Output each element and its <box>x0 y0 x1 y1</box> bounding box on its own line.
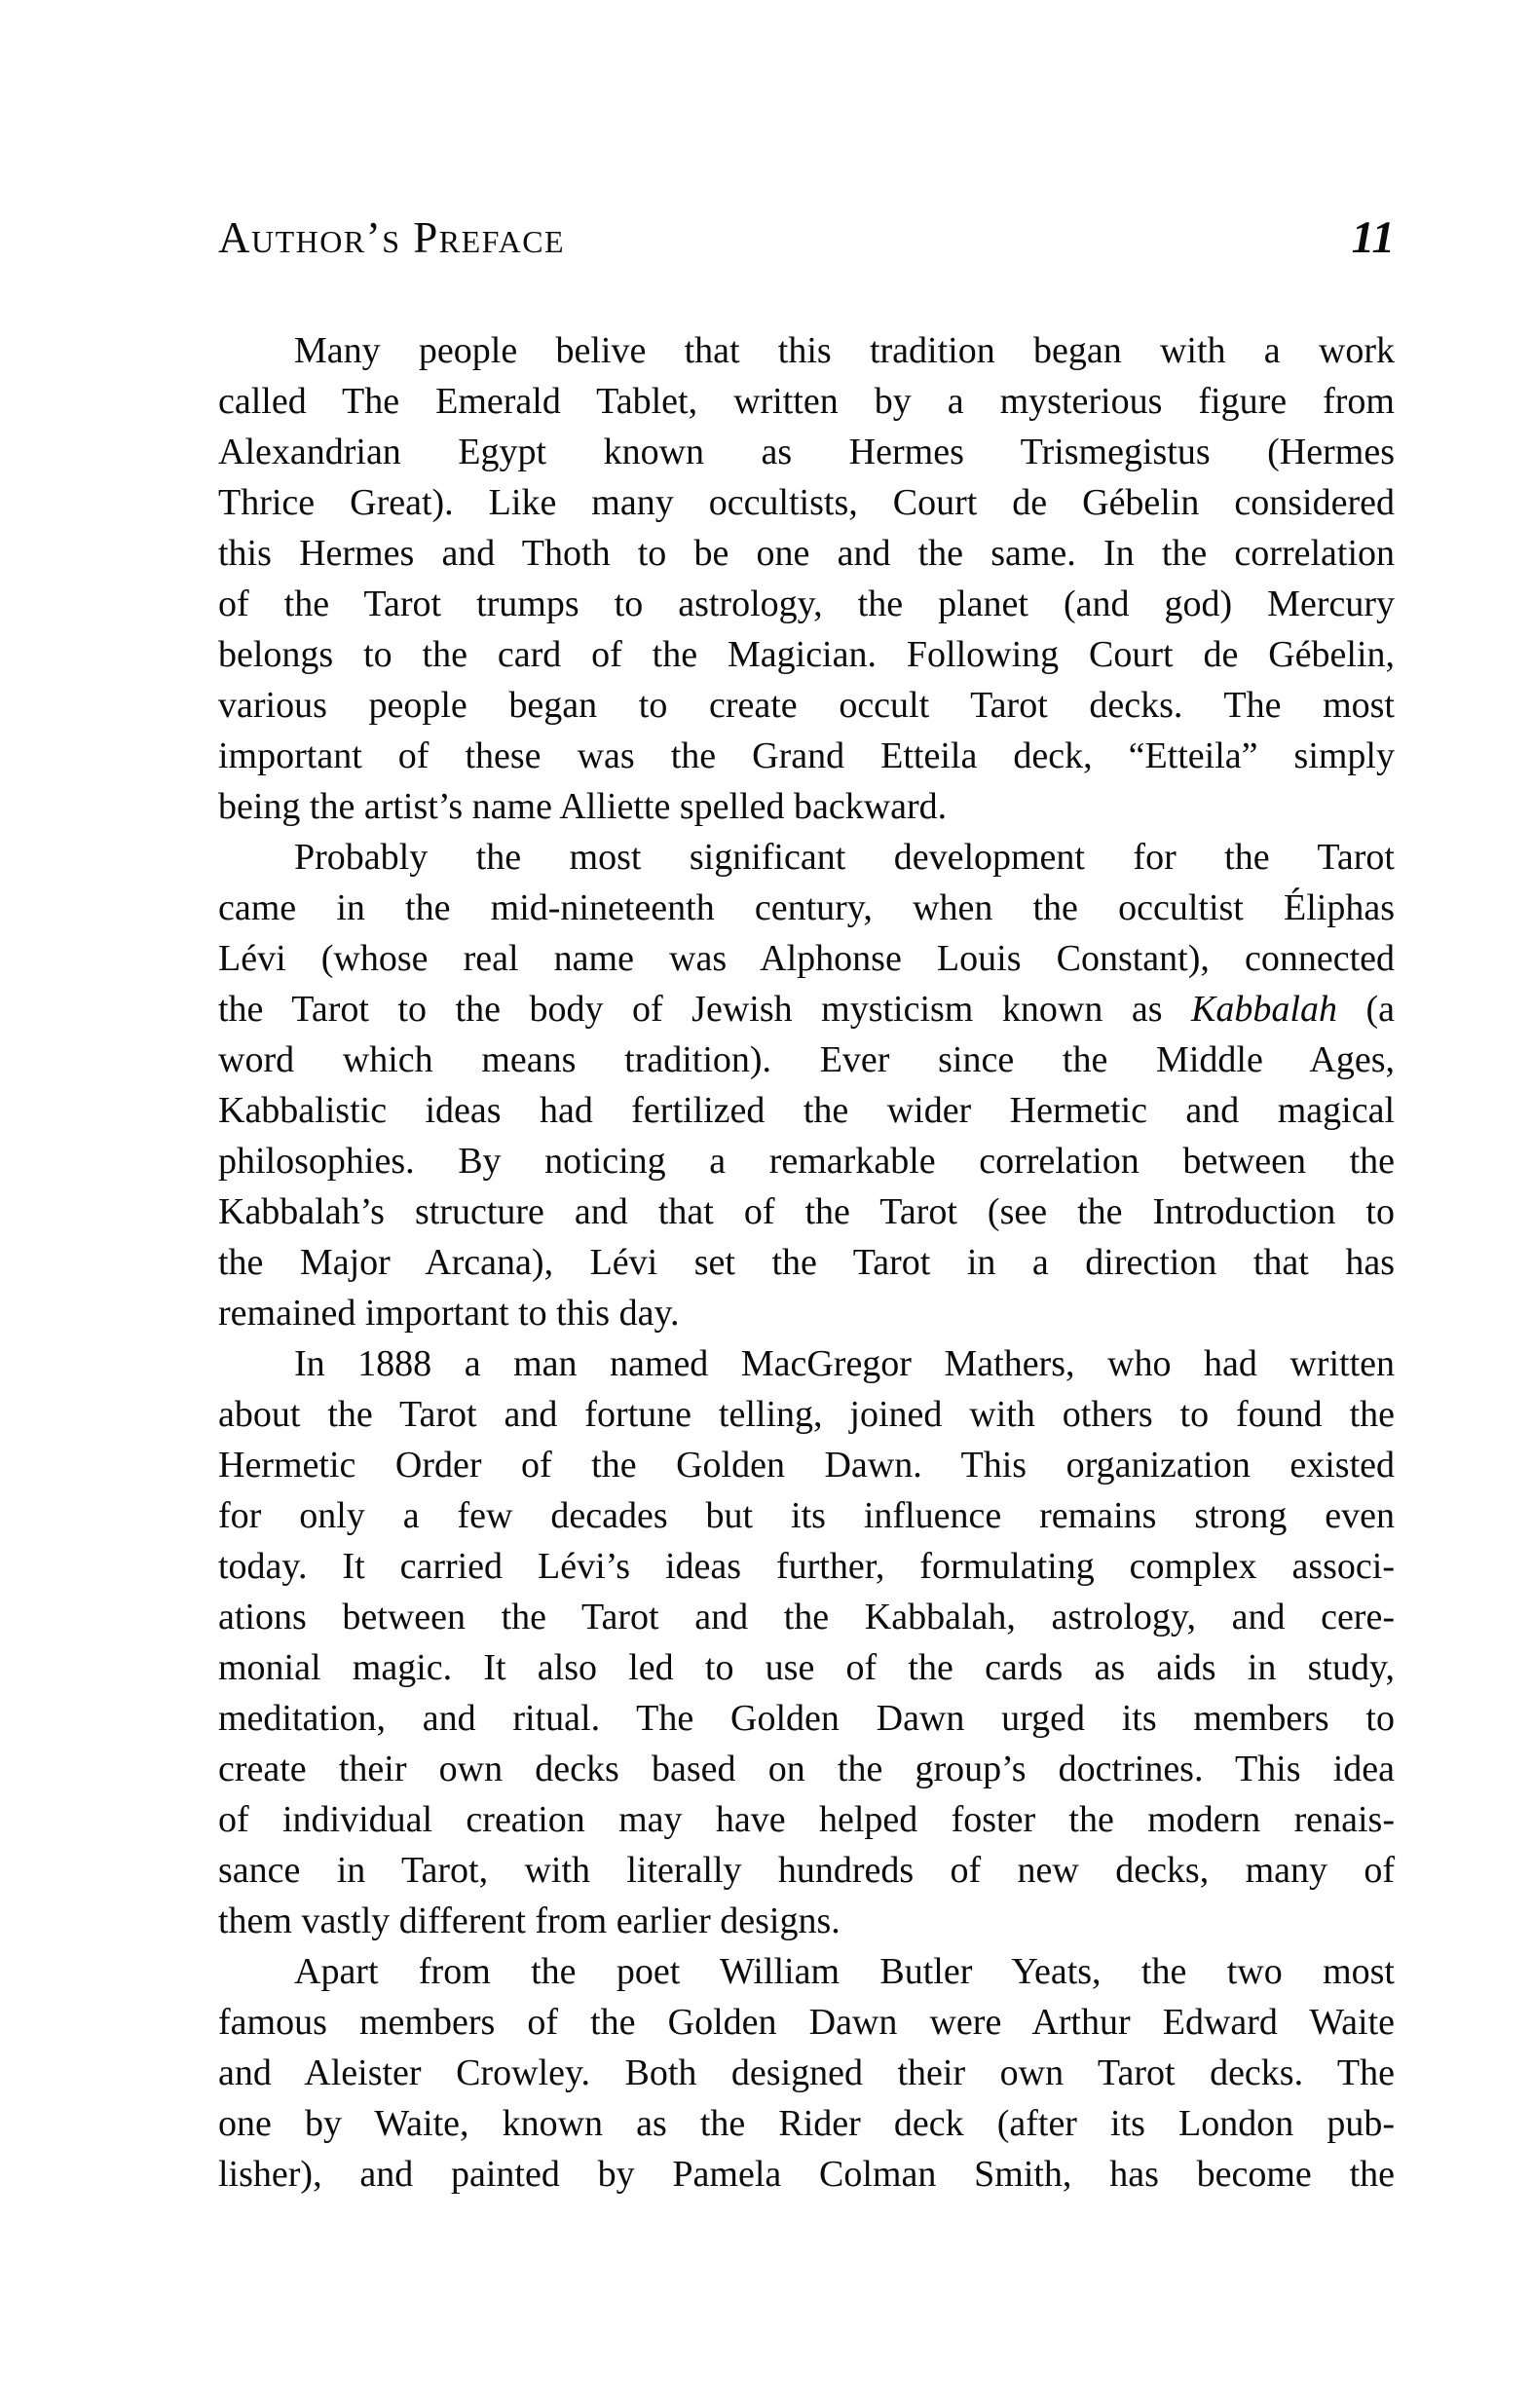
text-line: one by Waite, known as the Rider deck (after its London pub- <box>218 2103 1395 2144</box>
text-line: monial magic. It also led to use of the cards as aids in study, <box>218 1647 1395 1688</box>
text-line: important of these was the Grand Etteila deck, “Etteila” simply <box>218 735 1395 776</box>
text-line: about the Tarot and fortune telling, joined with others to found the <box>218 1394 1395 1435</box>
text-line: for only a few decades but its influence remains strong even <box>218 1495 1395 1536</box>
text-line: came in the mid-nineteenth century, when the occultist Éliphas <box>218 887 1395 928</box>
paragraph <box>218 1946 1395 2200</box>
text-line: Probably the most significant development for the Tarot <box>294 837 1395 878</box>
text-line: lisher), and painted by Pamela Colman Smith, has become the <box>218 2154 1395 2195</box>
text-line: Apart from the poet William Butler Yeats, the two most <box>294 1951 1395 1992</box>
text-line: Alexandrian Egypt known as Hermes Trismegistus (Hermes <box>218 432 1395 472</box>
text-line: Hermetic Order of the Golden Dawn. This organization existed <box>218 1445 1395 1486</box>
text-line: today. It carried Lévi’s ideas further, formulating complex associ- <box>218 1546 1395 1587</box>
text-line: Many people belive that this tradition began with a work <box>294 330 1395 371</box>
text-line: various people began to create occult Tarot decks. The most <box>218 685 1395 726</box>
paragraph <box>218 325 1395 832</box>
italic-term: Kabbalah <box>1191 989 1337 1030</box>
text-line: of individual creation may have helped foster the modern renais- <box>218 1799 1395 1840</box>
text-line <box>218 984 1395 1035</box>
text-segment: (a <box>1336 989 1395 1030</box>
text-line: of the Tarot trumps to astrology, the planet (and god) Mercury <box>218 583 1395 624</box>
text-line: this Hermes and Thoth to be one and the same. In the correlation <box>218 533 1395 574</box>
text-line: remained important to this day. <box>218 1293 680 1334</box>
text-line: Thrice Great). Like many occultists, Court de Gébelin considered <box>218 482 1395 523</box>
text-line: and Aleister Crowley. Both designed their own Tarot decks. The <box>218 2052 1395 2093</box>
paragraph <box>218 832 1395 1338</box>
text-line: ations between the Tarot and the Kabbalah, astrology, and cere- <box>218 1597 1395 1637</box>
text-line: create their own decks based on the group’s doctrines. This idea <box>218 1749 1395 1789</box>
text-line: them vastly different from earlier designs. <box>218 1900 841 1941</box>
page-number: 11 <box>1351 212 1395 263</box>
text-line: Lévi (whose real name was Alphonse Louis Constant), connected <box>218 938 1395 979</box>
page-body <box>218 325 1395 2200</box>
running-header-title: Author’s Preface <box>218 213 566 262</box>
text-line: sance in Tarot, with literally hundreds of new decks, many of <box>218 1850 1395 1891</box>
text-line: called The Emerald Tablet, written by a mysterious figure from <box>218 381 1395 422</box>
running-header <box>218 212 1395 263</box>
text-line: being the artist’s name Alliette spelled backward. <box>218 786 948 827</box>
text-line: Kabbalistic ideas had fertilized the wider Hermetic and magical <box>218 1090 1395 1131</box>
text-line: Kabbalah’s structure and that of the Tarot (see the Introduction to <box>218 1191 1395 1232</box>
text-line: the Major Arcana), Lévi set the Tarot in a direction that has <box>218 1242 1395 1283</box>
text-line: famous members of the Golden Dawn were Arthur Edward Waite <box>218 2002 1395 2043</box>
text-line: belongs to the card of the Magician. Following Court de Gébelin, <box>218 634 1395 675</box>
paragraph <box>218 1338 1395 1946</box>
text-line: In 1888 a man named MacGregor Mathers, who had written <box>294 1343 1395 1384</box>
text-line: philosophies. By noticing a remarkable correlation between the <box>218 1141 1395 1182</box>
text-segment: the Tarot to the body of Jewish mysticism known as <box>218 989 1192 1030</box>
text-line: meditation, and ritual. The Golden Dawn urged its members to <box>218 1698 1395 1739</box>
text-line: word which means tradition). Ever since the Middle Ages, <box>218 1039 1395 1080</box>
